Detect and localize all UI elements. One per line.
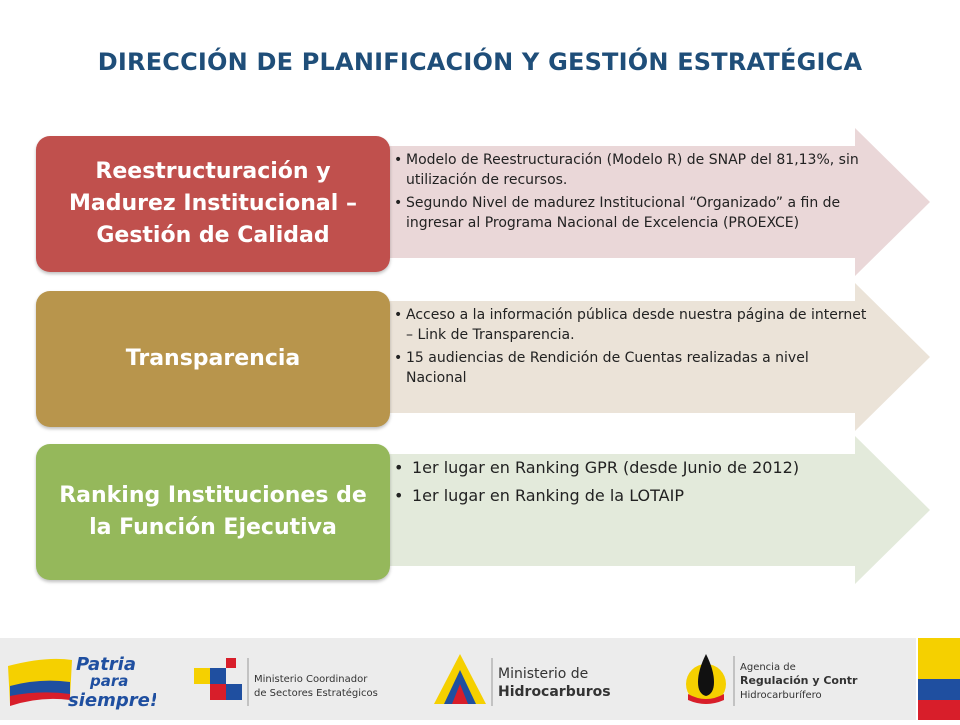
logo4-line3: Hidrocarburífero	[740, 690, 822, 701]
section-heading: Ranking Instituciones de la Función Ejecutiva	[59, 483, 367, 540]
logo2-line1: Ministerio Coordinador	[254, 674, 368, 685]
logo-patria-para-siempre	[6, 648, 156, 712]
section-ranking	[0, 436, 960, 584]
logo1-line3: siempre!	[68, 690, 156, 711]
section-heading-box	[36, 136, 390, 272]
logo4-line1: Agencia de	[740, 662, 796, 673]
bullet-item: • 15 audiencias de Rendición de Cuentas realizadas a nivel Nacional	[392, 348, 872, 388]
footer-logos	[0, 638, 960, 720]
page-title: DIRECCIÓN DE PLANIFICACIÓN Y GESTIÓN ESTRATÉGICA	[97, 48, 863, 76]
bullet-list	[392, 456, 872, 512]
bullet-item: • 1er lugar en Ranking GPR (desde Junio de 2012)	[392, 456, 872, 480]
ecuador-flag-stripes	[916, 638, 960, 720]
section-heading: Reestructuración y Madurez Institucional – Gestión de Calidad	[69, 159, 357, 248]
logo-ministerio-coordinador	[190, 648, 380, 712]
logo-ministerio-hidrocarburos	[430, 648, 610, 712]
bullet-item: • Modelo de Reestructuración (Modelo R) de SNAP del 81,13%, sin utilización de recursos.	[392, 150, 872, 190]
logo3-line1: Ministerio de	[498, 666, 589, 682]
section-heading-box	[36, 444, 390, 580]
section-heading-box	[36, 291, 390, 427]
bullet-list	[392, 305, 872, 391]
logo-agencia-regulacion	[678, 648, 858, 712]
logo4-line2: Regulación y Control	[740, 674, 858, 687]
bullet-item: • Segundo Nivel de madurez Institucional “Organizado” a fin de ingresar al Programa Nacional de Excelencia (PROEXCE)	[392, 193, 872, 233]
bullet-item: • 1er lugar en Ranking de la LOTAIP	[392, 484, 872, 508]
logo1-line1: Patria	[76, 654, 136, 675]
logo1-line2: para	[90, 672, 129, 690]
section-heading: Transparencia	[125, 346, 301, 371]
section-transparency	[0, 283, 960, 431]
bullet-item: • Acceso a la información pública desde nuestra página de internet – Link de Transparencia.	[392, 305, 872, 345]
section-restructuring	[0, 128, 960, 276]
logo2-line2: de Sectores Estratégicos	[254, 688, 378, 699]
logo3-line2: Hidrocarburos	[498, 684, 610, 700]
bullet-list	[392, 150, 872, 236]
